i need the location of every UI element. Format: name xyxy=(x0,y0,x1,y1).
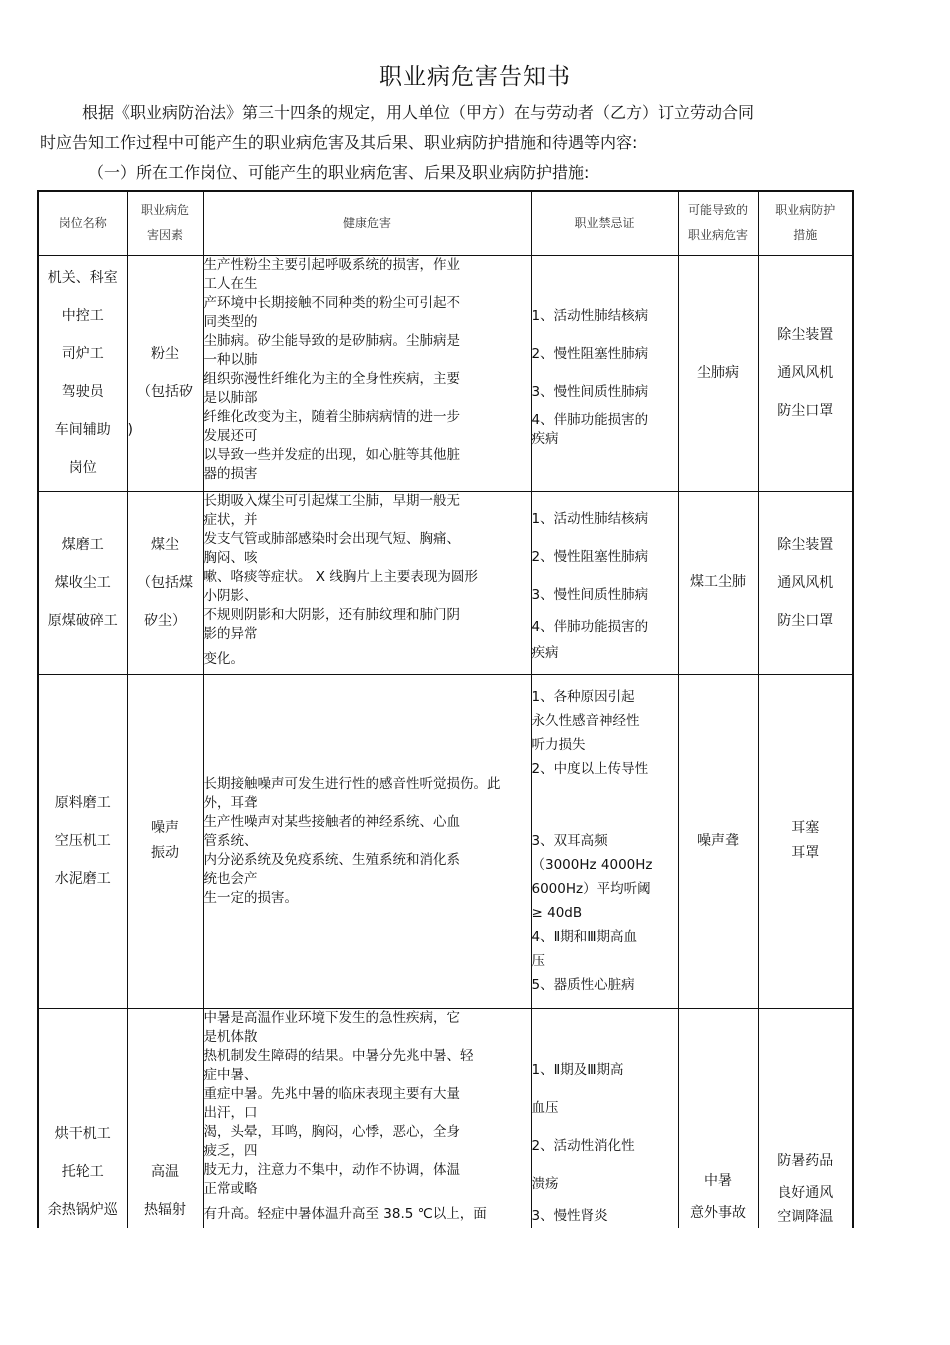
protection-cell: 耳塞 耳罩 xyxy=(758,674,853,1008)
protection-cell: 防暑药品 良好通风 空调降温 xyxy=(758,1008,853,1230)
contraindication-cell: 1、各种原因引起 永久性感音神经性 听力损失 2、中度以上传导性 3、双耳高频 （3000Hz 4000Hz 6000Hz）平均听阈 ≥ 40dB 4、Ⅱ期和Ⅲ期高血 压 5、器质性心脏病 xyxy=(531,674,678,1008)
contraindication-cell: 1、Ⅱ期及Ⅲ期高 血压 2、活动性消化性 溃疡 3、慢性肾炎 xyxy=(531,1008,678,1230)
header-factor: 职业病危 害因素 xyxy=(127,191,203,255)
contraindication-cell: 1、活动性肺结核病 2、慢性阻塞性肺病 3、慢性间质性肺病 4、伴肺功能损害的 疾病 xyxy=(531,491,678,674)
table-row xyxy=(38,1008,853,1230)
document-title: 职业病危害告知书 xyxy=(379,64,571,90)
protection-cell: 除尘装置 通风风机 防尘口罩 xyxy=(758,491,853,674)
intro-line-1: 根据《职业病防治法》第三十四条的规定，用人单位（甲方）在与劳动者（乙方）订立劳动合同 xyxy=(82,103,755,122)
hazard-table xyxy=(37,190,854,1231)
disease-cell: 煤工尘肺 xyxy=(678,491,758,674)
position-cell: 煤磨工 煤收尘工 原煤破碎工 xyxy=(38,491,127,674)
intro-paragraph xyxy=(40,98,840,158)
position-cell: 烘干机工 托轮工 余热锅炉巡 xyxy=(38,1008,127,1230)
table-row xyxy=(38,674,853,1008)
hazard-factor-cell: 噪声 振动 xyxy=(127,674,203,1008)
hazard-factor-cell: 高温 热辐射 xyxy=(127,1008,203,1230)
header-health: 健康危害 xyxy=(203,191,531,255)
header-contraindication: 职业禁忌证 xyxy=(531,191,678,255)
header-protection: 职业病防护 措施 xyxy=(758,191,853,255)
health-hazard-cell: 生产性粉尘主要引起呼吸系统的损害，作业 工人在生 产环境中长期接触不同种类的粉尘可引起不 同类型的 尘肺病。矽尘能导致的是矽肺病。尘肺病是 一种以肺 组织弥漫性纤维化为主的全身性疾病，主要 是以肺部 纤维化改变为主，随着尘肺病病情的进一步 发展还可 以导致一些并发症的出现，如心脏等其他脏 器的损害 xyxy=(203,255,531,491)
hazard-factor-cell: 粉尘 （包括矽 ) xyxy=(127,255,203,491)
table-row xyxy=(38,255,853,491)
table-row xyxy=(38,491,853,674)
disease-cell: 噪声聋 xyxy=(678,674,758,1008)
hazard-factor-cell: 煤尘 （包括煤 矽尘） xyxy=(127,491,203,674)
page-bottom-blank xyxy=(0,1228,950,1345)
position-cell: 机关、科室 中控工 司炉工 驾驶员 车间辅助 岗位 xyxy=(38,255,127,491)
health-hazard-cell: 长期吸入煤尘可引起煤工尘肺，早期一般无 症状，并 发支气管或肺部感染时会出现气短、胸痛、 胸闷、咳 嗽、咯痰等症状。 X 线胸片上主要表现为圆形 小阴影、 不规则阴影和大阴影，还有肺纹理和肺门阴 影的异常 变化。 xyxy=(203,491,531,674)
section-heading: （一）所在工作岗位、可能产生的职业病危害、后果及职业病防护措施: xyxy=(88,163,590,182)
disease-cell: 尘肺病 xyxy=(678,255,758,491)
header-position: 岗位名称 xyxy=(38,191,127,255)
position-cell: 原料磨工 空压机工 水泥磨工 xyxy=(38,674,127,1008)
protection-cell: 除尘装置 通风风机 防尘口罩 xyxy=(758,255,853,491)
intro-line-2: 时应告知工作过程中可能产生的职业病危害及其后果、职业病防护措施和待遇等内容: xyxy=(40,133,638,152)
health-hazard-cell: 中暑是高温作业环境下发生的急性疾病，它 是机体散 热机制发生障碍的结果。中暑分先兆中暑、轻 症中暑、 重症中暑。先兆中暑的临床表现主要有大量 出汗，口 渴，头晕，耳鸣，胸闷，心悸，恶心，全身 疲乏，四 肢无力，注意力不集中，动作不协调，体温 正常或略 有升高。轻症中暑体温升高至 38.5 ℃以上，面 xyxy=(203,1008,531,1230)
disease-cell: 中暑 意外事故 xyxy=(678,1008,758,1230)
health-hazard-cell: 长期接触噪声可发生进行性的感音性听觉损伤。此 外，耳聋 生产性噪声对某些接触者的神经系统、心血 管系统、 内分泌系统及免疫系统、生殖系统和消化系 统也会产 生一定的损害。 xyxy=(203,674,531,1008)
table-header-row xyxy=(38,191,853,255)
header-disease: 可能导致的 职业病危害 xyxy=(678,191,758,255)
contraindication-cell: 1、活动性肺结核病 2、慢性阻塞性肺病 3、慢性间质性肺病 4、伴肺功能损害的 疾病 xyxy=(531,255,678,491)
